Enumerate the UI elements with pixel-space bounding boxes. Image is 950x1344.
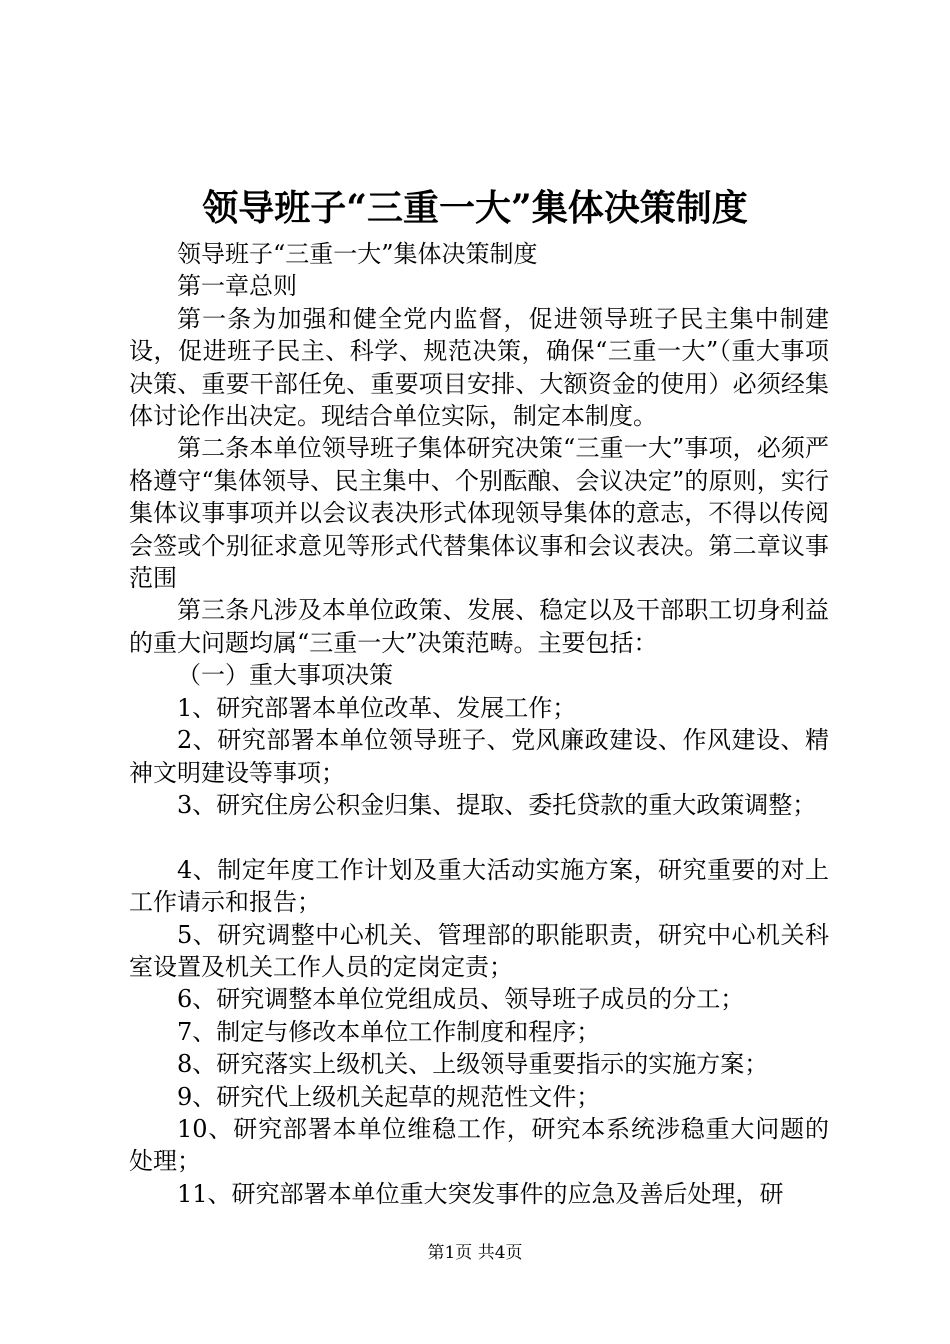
paragraph: 10、研究部署本单位维稳工作，研究本系统涉稳重大问题的处理； bbox=[129, 1114, 829, 1176]
paragraph: 第一章总则 bbox=[177, 272, 297, 301]
paragraph: 9、研究代上级机关起草的规范性文件； bbox=[177, 1082, 601, 1111]
paragraph: 5、研究调整中心机关、管理部的职能职责，研究中心机关科室设置及机关工作人员的定岗定责； bbox=[129, 920, 829, 981]
page-footer: 第1页 共4页 bbox=[427, 1243, 523, 1263]
paragraph: 3、研究住房公积金归集、提取、委托贷款的重大政策调整； bbox=[177, 790, 817, 819]
paragraph: 4、制定年度工作计划及重大活动实施方案，研究重要的对上工作请示和报告； bbox=[129, 855, 829, 917]
paragraph: 领导班子“三重一大”集体决策制度 bbox=[177, 240, 538, 268]
paragraph: （一）重大事项决策 bbox=[177, 661, 393, 690]
paragraph: 2、研究部署本单位领导班子、党风廉政建设、作风建设、精神文明建设等事项； bbox=[129, 726, 829, 787]
paragraph: 11、研究部署本单位重大突发事件的应急及善后处理，研 bbox=[177, 1179, 784, 1208]
document-body bbox=[129, 238, 829, 1210]
blank-line bbox=[129, 821, 829, 853]
paragraph: 6、研究调整本单位党组成员、领导班子成员的分工； bbox=[177, 985, 745, 1014]
paragraph: 第二条本单位领导班子集体研究决策“三重一大”事项，必须严格遵守“集体领导、民主集中、个别酝酿、会议决定”的原则，实行集体议事事项并以会议表决形式体现领导集体的意志，不得以传阅会签或个别征求意见等形式代替集体议事和会议表决。第二章议事范围 bbox=[129, 434, 829, 593]
paragraph: 8、研究落实上级机关、上级领导重要指示的实施方案； bbox=[177, 1050, 769, 1079]
document-title: 领导班子“三重一大”集体决策制度 bbox=[202, 187, 748, 229]
paragraph: 第一条为加强和健全党内监督，促进领导班子民主集中制建设，促进班子民主、科学、规范决策，确保“三重一大”（重大事项决策、重要干部任免、重要项目安排、大额资金的使用）必须经集体讨论作出决定。现结合单位实际，制定本制度。 bbox=[129, 304, 829, 431]
paragraph: 7、制定与修改本单位工作制度和程序； bbox=[177, 1017, 601, 1046]
paragraph: 1、研究部署本单位改革、发展工作； bbox=[177, 693, 577, 722]
paragraph: 第三条凡涉及本单位政策、发展、稳定以及干部职工切身利益的重大问题均属“三重一大”决策范畴。主要包括： bbox=[129, 596, 829, 657]
